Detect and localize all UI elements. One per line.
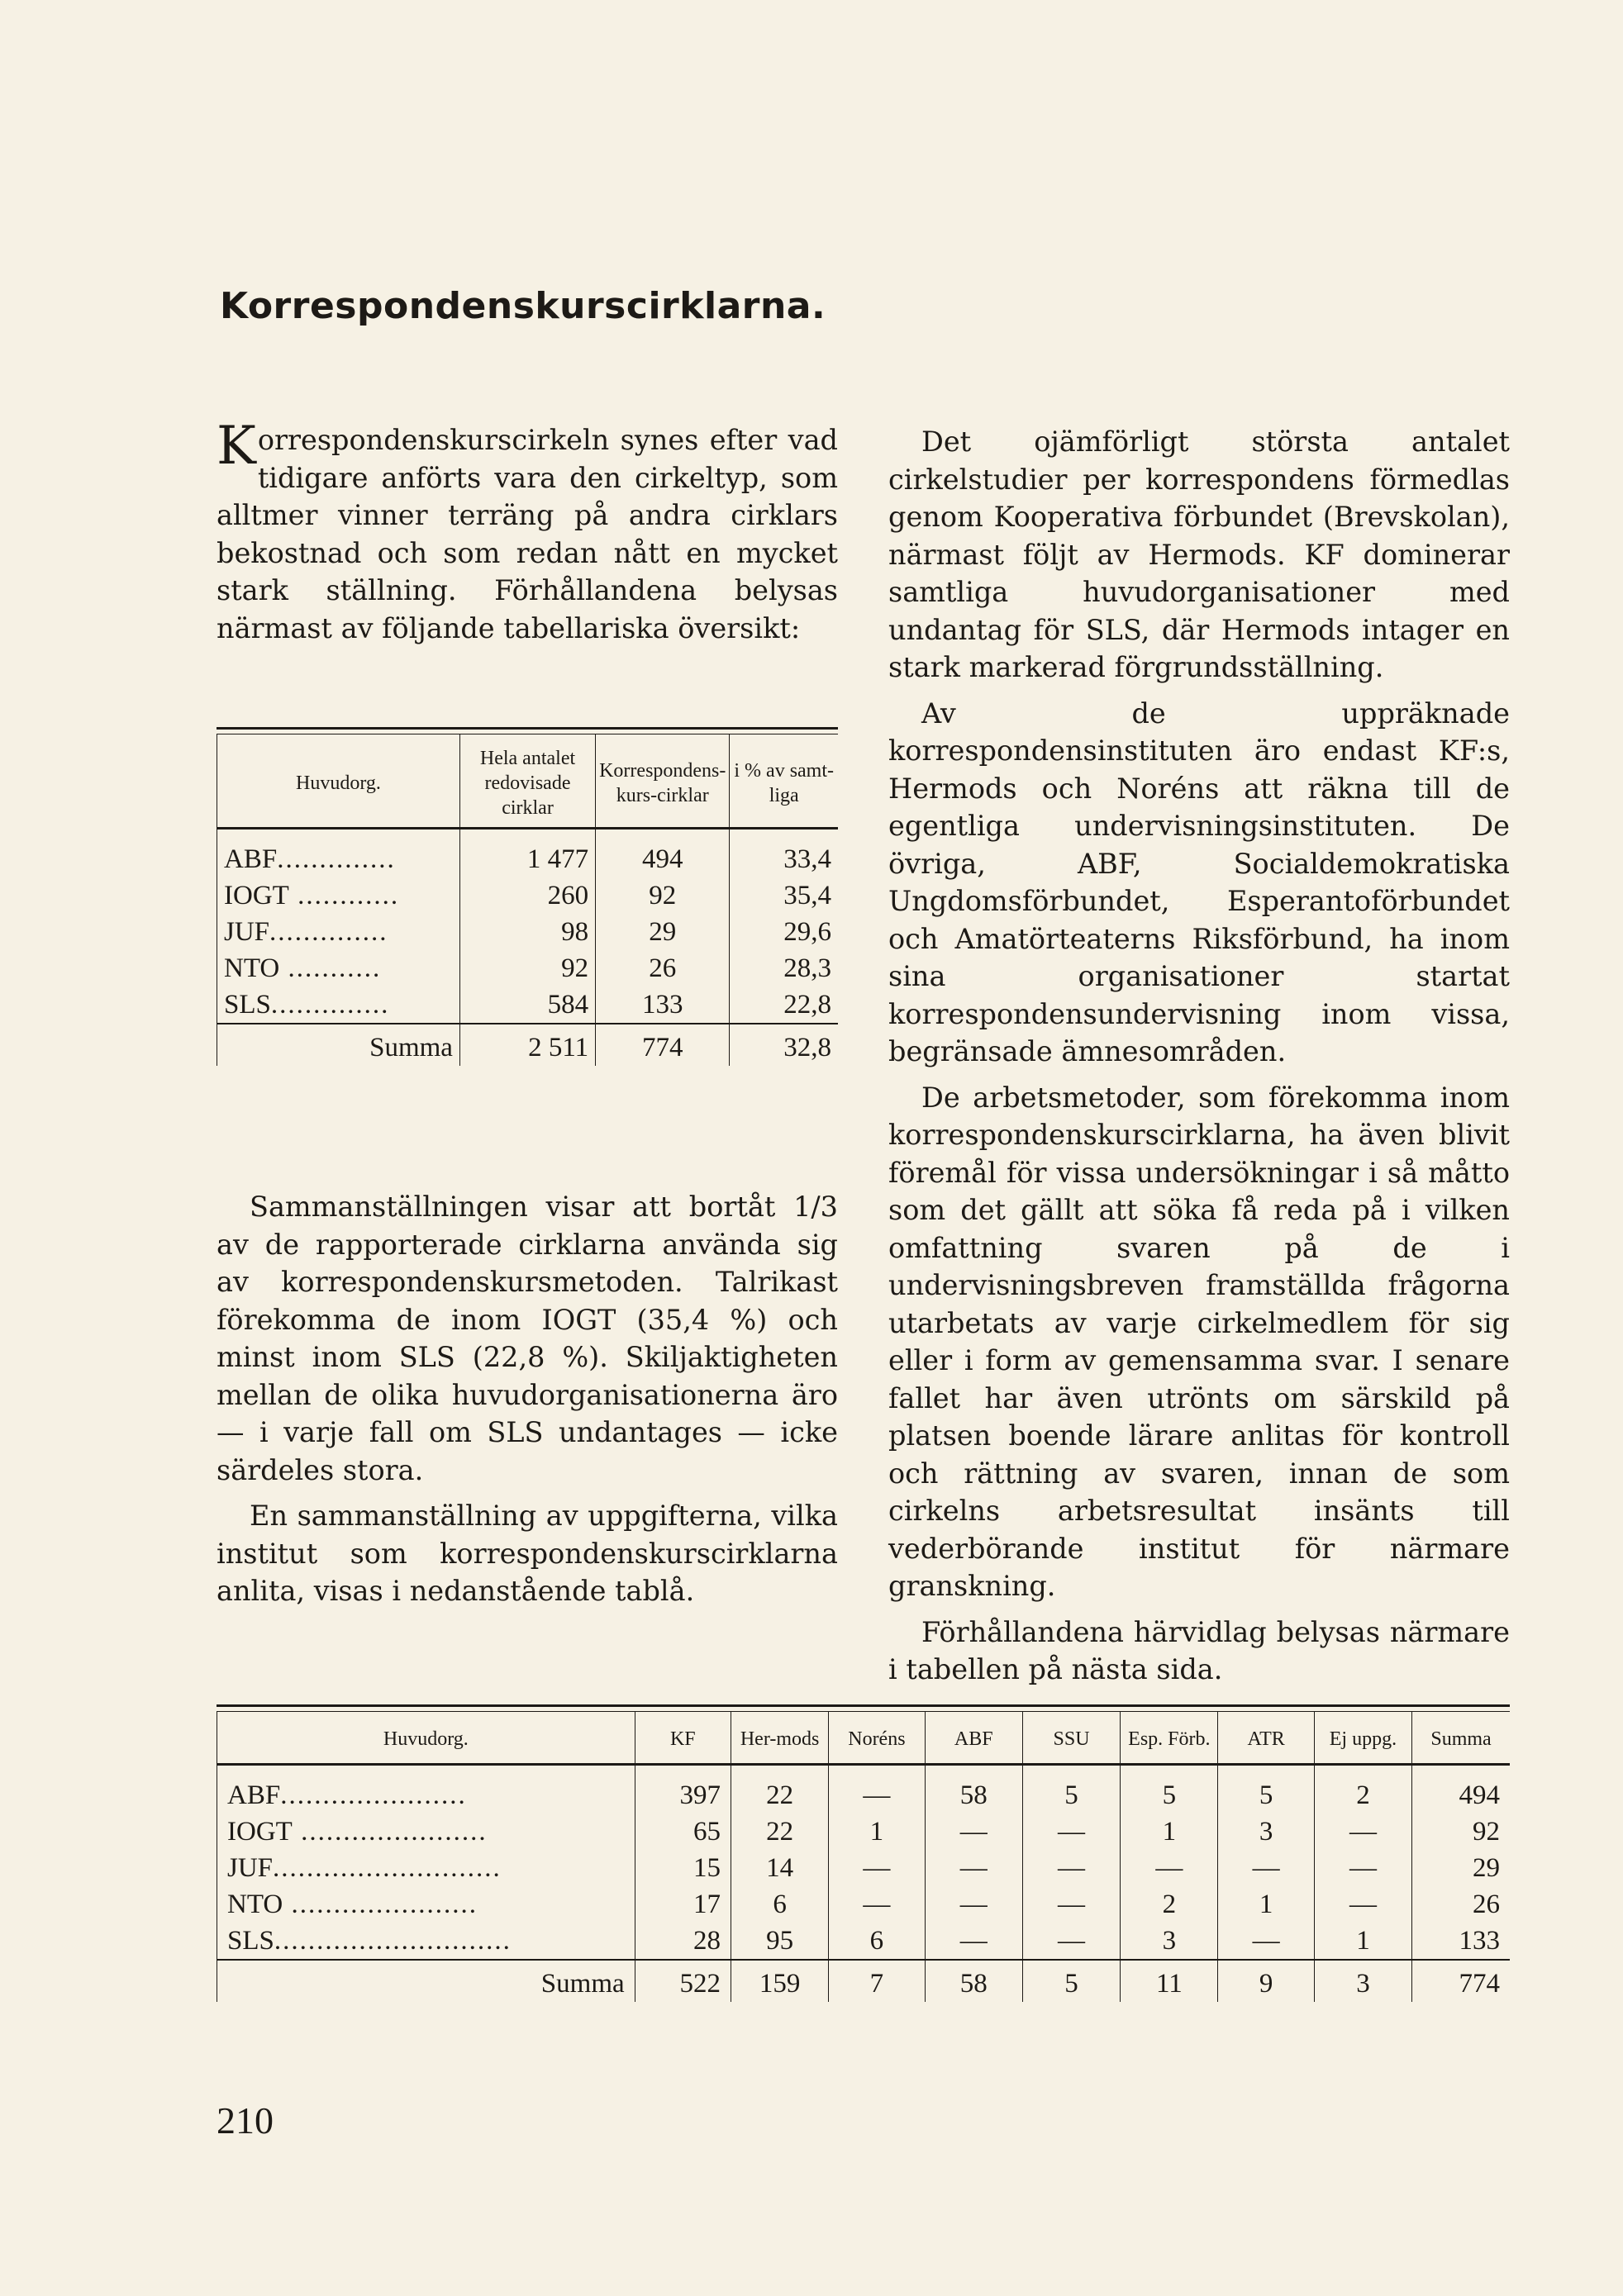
row-label: ABF...................... bbox=[217, 1765, 635, 1814]
table-sum-row bbox=[217, 1960, 1511, 2002]
cell: 1 bbox=[1218, 1886, 1314, 1923]
cell: 15 bbox=[635, 1850, 731, 1886]
sum-label: Summa bbox=[217, 1960, 635, 2002]
cell: — bbox=[1121, 1850, 1218, 1886]
cell: 92 bbox=[459, 950, 595, 986]
cell: 29 bbox=[596, 914, 730, 950]
cell: — bbox=[925, 1886, 1022, 1923]
intro-text: orrespondenskurscirkeln synes efter vad tidigare anförts vara den cirkeltyp, som alltmer vinner terräng på andra cirklars bekostnad och som redan nått en mycket stark ställning. Förhållandena belysas närmast av följande tabellariska översikt: bbox=[217, 424, 838, 644]
row-label: SLS............................ bbox=[217, 1923, 635, 1960]
t1-header-korr: Korrespondens-kurs-cirklar bbox=[596, 734, 730, 829]
cell: 33,4 bbox=[730, 829, 838, 878]
row-label-text: JUF bbox=[227, 1853, 274, 1883]
cell: — bbox=[1218, 1850, 1314, 1886]
table-row bbox=[217, 1923, 1511, 1960]
table-row bbox=[217, 1814, 1511, 1850]
cell: — bbox=[829, 1886, 925, 1923]
cell: 9 bbox=[1218, 1960, 1314, 2002]
row-label: SLS bbox=[224, 990, 271, 1020]
t2-header-org: Huvudorg. bbox=[217, 1712, 635, 1765]
table-row: IOGT ............ 260 92 35,4 bbox=[217, 877, 839, 914]
cell: 35,4 bbox=[730, 877, 838, 914]
cell: 159 bbox=[731, 1960, 828, 2002]
cell: 11 bbox=[1121, 1960, 1218, 2002]
table-sum-row bbox=[217, 1024, 839, 1066]
cell: 22 bbox=[731, 1765, 828, 1814]
cell: — bbox=[1022, 1850, 1120, 1886]
table-row: NTO ........... 92 26 28,3 bbox=[217, 950, 839, 986]
cell: 260 bbox=[459, 877, 595, 914]
table-share-korrespondens bbox=[217, 727, 838, 1066]
cell: 22,8 bbox=[730, 986, 838, 1024]
cell: 92 bbox=[1412, 1814, 1510, 1850]
t2-header: Ej uppg. bbox=[1314, 1712, 1411, 1765]
cell: 5 bbox=[1022, 1960, 1120, 2002]
cell: 3 bbox=[1121, 1923, 1218, 1960]
t1-header-org: Huvudorg. bbox=[217, 734, 460, 829]
cell: 3 bbox=[1314, 1960, 1411, 2002]
cell: 14 bbox=[731, 1850, 828, 1886]
cell: — bbox=[1314, 1850, 1411, 1886]
cell: 26 bbox=[1412, 1886, 1510, 1923]
cell: 774 bbox=[596, 1024, 730, 1066]
intro-paragraph bbox=[217, 416, 838, 647]
cell: — bbox=[1022, 1814, 1120, 1850]
table-row: SLS.............. 584 133 22,8 bbox=[217, 986, 839, 1024]
t2-header: Esp. Förb. bbox=[1121, 1712, 1218, 1765]
drop-cap: K bbox=[217, 416, 256, 477]
cell: 5 bbox=[1121, 1765, 1218, 1814]
cell: 58 bbox=[925, 1765, 1022, 1814]
cell: 2 bbox=[1314, 1765, 1411, 1814]
paragraph: De arbetsmetoder, som förekomma inom korrespondenskurscirklarna, ha även blivit föremål för vissa undersökningar i så måtto som det gällt att söka få reda på i vilken omfattning svaren på de i undervisningsbreven framställda frågorna utarbetats av varje cirkelmedlem för sig eller i form av gemensamma svar. I senare fallet har även utrönts om särskild på platsen boende lärare anlitas för kontroll och rättning av svaren, innan de som cirkelns arbetsresultat insänts till vederbörande institut för närmare granskning. bbox=[888, 1081, 1510, 1602]
table-row: ABF.............. 1 477 494 33,4 bbox=[217, 829, 839, 878]
table-institutes bbox=[217, 1704, 1510, 2002]
cell: 28 bbox=[635, 1923, 731, 1960]
cell: 29,6 bbox=[730, 914, 838, 950]
paragraph: En sammanställning av uppgifterna, vilka institut som korrespondenskurscirklarna anlita, visas i nedanstående tablå. bbox=[217, 1500, 838, 1607]
cell: 6 bbox=[829, 1923, 925, 1960]
row-label: NTO bbox=[224, 953, 280, 983]
cell: 1 bbox=[1121, 1814, 1218, 1850]
row-label: JUF bbox=[224, 917, 270, 947]
cell: 5 bbox=[1022, 1765, 1120, 1814]
t2-header: ATR bbox=[1218, 1712, 1314, 1765]
paragraph: Det ojämförligt största antalet cirkelstudier per korrespondens förmedlas genom Kooperativa förbundet (Brevskolan), närmast följt av Hermods. KF dominerar samtliga huvudorganisationer med undantag för SLS, där Hermods intager en stark markerad förgrundsställning. bbox=[888, 425, 1510, 683]
t2-header: ABF bbox=[925, 1712, 1022, 1765]
cell: — bbox=[1314, 1886, 1411, 1923]
cell: — bbox=[925, 1814, 1022, 1850]
cell: 2 511 bbox=[459, 1024, 595, 1066]
cell: 28,3 bbox=[730, 950, 838, 986]
page-number: 210 bbox=[217, 2099, 274, 2142]
cell: 522 bbox=[635, 1960, 731, 2002]
cell: 32,8 bbox=[730, 1024, 838, 1066]
cell: 5 bbox=[1218, 1765, 1314, 1814]
paragraph: Sammanställningen visar att bortåt 1/3 av de rapporterade cirklarna använda sig av korrespondenskursmetoden. Talrikast förekomma de inom IOGT (35,4 %) och minst inom SLS (22,8 %). Skiljaktigheten mellan de olika huvudorganisationerna äro — i varje fall om SLS undantages — icke särdeles stora. bbox=[217, 1191, 838, 1486]
row-label: ABF bbox=[224, 844, 278, 874]
left-column-text bbox=[217, 1188, 838, 1610]
t2-header: Noréns bbox=[829, 1712, 925, 1765]
cell: — bbox=[1218, 1923, 1314, 1960]
cell: 26 bbox=[596, 950, 730, 986]
table-row bbox=[217, 1765, 1511, 1814]
cell: — bbox=[829, 1765, 925, 1814]
paragraph: Förhållandena härvidlag belysas närmare i tabellen på nästa sida. bbox=[888, 1615, 1510, 1685]
paragraph: Av de uppräknade korrespondensinstituten äro endast KF:s, Hermods och Noréns att räkna till de egentliga undervisningsinstituten. De övriga, ABF, Socialdemokratiska Ungdomsförbundet, Esperantoförbundet och Amatörteaterns Riksförbund, ha inom sina organisationer startat korrespondensundervisning inom vissa, begränsade ämnesområden. bbox=[888, 696, 1510, 1067]
row-label-text: SLS bbox=[227, 1926, 274, 1956]
row-label-text: IOGT bbox=[227, 1817, 293, 1847]
table-row bbox=[217, 1886, 1511, 1923]
t2-header: Her-mods bbox=[731, 1712, 828, 1765]
cell: 1 477 bbox=[459, 829, 595, 878]
t1-header-total: Hela antalet redovisade cirklar bbox=[459, 734, 595, 829]
cell: 584 bbox=[459, 986, 595, 1024]
cell: 397 bbox=[635, 1765, 731, 1814]
t2-header: Summa bbox=[1412, 1712, 1510, 1765]
t2-header: SSU bbox=[1022, 1712, 1120, 1765]
cell: 133 bbox=[596, 986, 730, 1024]
cell: 65 bbox=[635, 1814, 731, 1850]
cell: 494 bbox=[1412, 1765, 1510, 1814]
table-row: JUF.............. 98 29 29,6 bbox=[217, 914, 839, 950]
row-label-text: ABF bbox=[227, 1780, 281, 1810]
cell: — bbox=[925, 1923, 1022, 1960]
section-heading: Korrespondenskurscirklarna. bbox=[220, 285, 826, 327]
row-label: JUF........................... bbox=[217, 1850, 635, 1886]
cell: — bbox=[1022, 1886, 1120, 1923]
cell: — bbox=[1022, 1923, 1120, 1960]
cell: 95 bbox=[731, 1923, 828, 1960]
sum-label: Summa bbox=[217, 1024, 460, 1066]
cell: 22 bbox=[731, 1814, 828, 1850]
cell: 494 bbox=[596, 829, 730, 878]
cell: 1 bbox=[829, 1814, 925, 1850]
cell: — bbox=[925, 1850, 1022, 1886]
cell: 3 bbox=[1218, 1814, 1314, 1850]
cell: 774 bbox=[1412, 1960, 1510, 2002]
t2-header: KF bbox=[635, 1712, 731, 1765]
row-label-text: NTO bbox=[227, 1890, 283, 1919]
cell: 6 bbox=[731, 1886, 828, 1923]
cell: 1 bbox=[1314, 1923, 1411, 1960]
cell: 17 bbox=[635, 1886, 731, 1923]
cell: 98 bbox=[459, 914, 595, 950]
table-row bbox=[217, 1850, 1511, 1886]
cell: — bbox=[1314, 1814, 1411, 1850]
row-label: IOGT ...................... bbox=[217, 1814, 635, 1850]
row-label: NTO ...................... bbox=[217, 1886, 635, 1923]
cell: 29 bbox=[1412, 1850, 1510, 1886]
cell: 58 bbox=[925, 1960, 1022, 2002]
t1-header-pct: i % av samt-liga bbox=[730, 734, 838, 829]
right-column-text bbox=[888, 423, 1510, 1689]
cell: — bbox=[829, 1850, 925, 1886]
cell: 92 bbox=[596, 877, 730, 914]
cell: 133 bbox=[1412, 1923, 1510, 1960]
row-label: IOGT bbox=[224, 881, 289, 910]
cell: 2 bbox=[1121, 1886, 1218, 1923]
cell: 7 bbox=[829, 1960, 925, 2002]
